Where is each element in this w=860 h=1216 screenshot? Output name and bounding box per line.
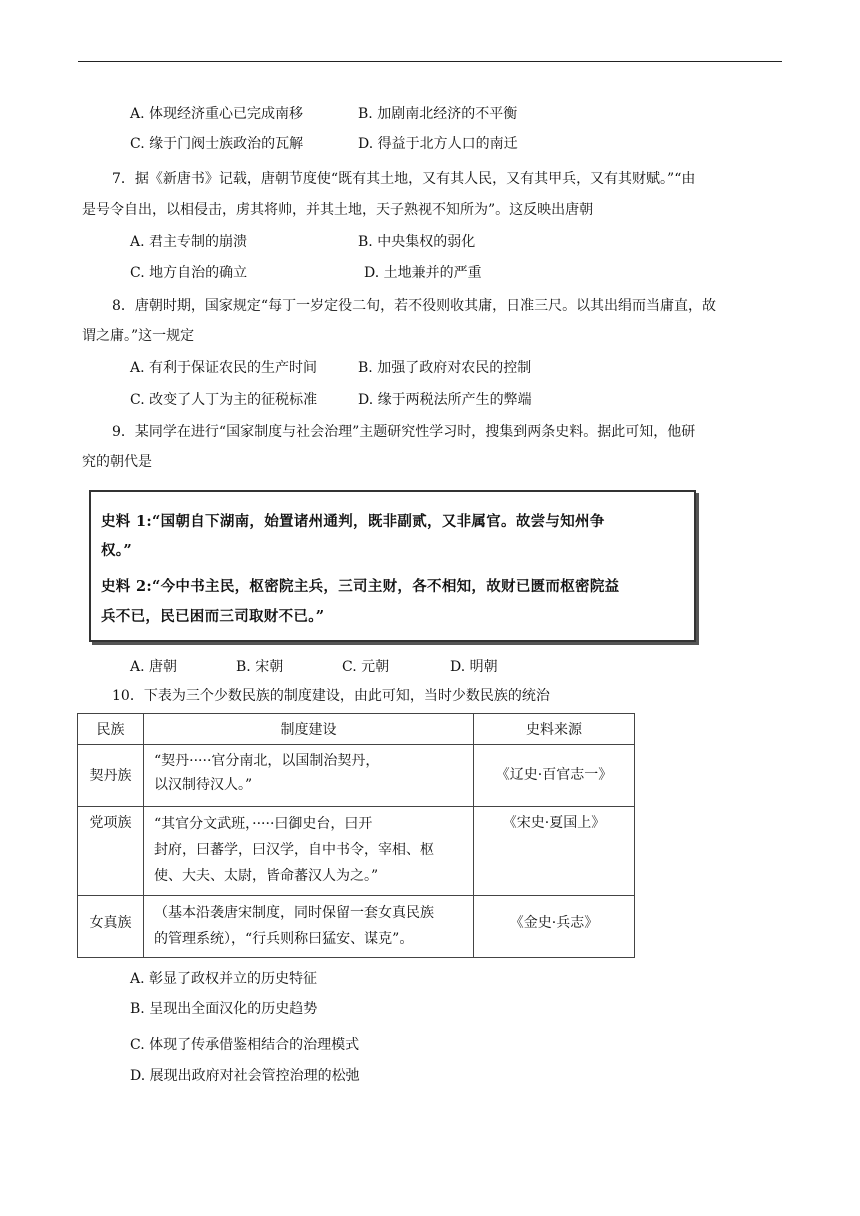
header-rule	[78, 61, 782, 62]
system-cell	[144, 896, 473, 952]
q9-option-b[interactable]: B. 宋朝	[236, 659, 284, 675]
nation-cell: 女真族	[89, 915, 132, 931]
q10-option-b[interactable]: B. 呈现出全面汉化的历史趋势	[130, 1001, 318, 1017]
table-row	[78, 896, 635, 958]
source-cell: 《金史·兵志》	[509, 915, 599, 931]
historical-source-box	[89, 490, 696, 642]
q7-stem-line1: 7．据《新唐书》记载，唐朝节度使“既有其土地，又有其人民，又有其甲兵，又有其财赋。”“由	[112, 171, 696, 187]
system-line: “其官分文武班，·····曰御史台，曰开	[154, 816, 373, 832]
source-cell: 《宋史·夏国上》	[502, 815, 606, 831]
q9-stem-line2: 究的朝代是	[82, 454, 152, 470]
nation-cell: 党项族	[89, 815, 132, 831]
q8-option-d[interactable]: D. 缘于两税法所产生的弊端	[358, 392, 532, 408]
q7-option-a[interactable]: A. 君主专制的崩溃	[130, 234, 248, 250]
q9-option-a[interactable]: A. 唐朝	[130, 659, 178, 675]
q6-option-d[interactable]: D. 得益于北方人口的南迁	[358, 136, 518, 152]
q9-option-d[interactable]: D. 明朝	[450, 659, 498, 675]
system-line: “契丹·····官分南北，以国制治契丹，	[154, 753, 380, 769]
q6-option-b[interactable]: B. 加剧南北经济的不平衡	[358, 106, 518, 122]
system-line: 封府，曰蕃学，曰汉学，自中书令，宰相、枢	[154, 842, 434, 858]
q6-option-c[interactable]: C. 缘于门阀士族政治的瓦解	[130, 136, 304, 152]
nations-system-table	[77, 713, 635, 958]
q6-option-a[interactable]: A. 体现经济重心已完成南移	[130, 106, 304, 122]
q7-option-d[interactable]: D. 土地兼并的严重	[364, 265, 482, 281]
system-line: （基本沿袭唐宋制度，同时保留一套女真民族	[154, 905, 434, 921]
q7-stem-line2: 是号令自出，以相侵击，虏其将帅，并其土地，天子熟视不知所为”。这反映出唐朝	[82, 202, 594, 218]
system-line: 的管理系统），“行兵则称曰猛安、谋克”。	[154, 931, 414, 947]
source-1-line1: 史料 1:“国朝自下湖南，始置诸州通判，既非副贰，又非属官。故尝与知州争	[101, 513, 605, 530]
system-cell	[144, 807, 473, 889]
q8-option-c[interactable]: C. 改变了人丁为主的征税标准	[130, 392, 318, 408]
q10-option-c[interactable]: C. 体现了传承借鉴相结合的治理模式	[130, 1037, 360, 1053]
q8-option-a[interactable]: A. 有利于保证农民的生产时间	[130, 360, 318, 376]
q9-option-c[interactable]: C. 元朝	[342, 659, 390, 675]
header-nation: 民族	[96, 722, 125, 738]
q10-option-a[interactable]: A. 彰显了政权并立的历史特征	[130, 971, 318, 987]
table-row	[78, 807, 635, 896]
q8-option-b[interactable]: B. 加强了政府对农民的控制	[358, 360, 532, 376]
q10-stem: 10．下表为三个少数民族的制度建设，由此可知，当时少数民族的统治	[112, 688, 550, 704]
source-1-line2: 权。”	[101, 542, 132, 559]
q8-stem-line1: 8．唐朝时期，国家规定“每丁一岁定役二旬，若不役则收其庸，日准三尺。以其出绢而当庸直，故	[112, 298, 717, 314]
source-2-line1: 史料 2:“今中书主民，枢密院主兵，三司主财，各不相知，故财已匮而枢密院益	[101, 578, 620, 595]
q9-stem-line1: 9．某同学在进行“国家制度与社会治理”主题研究性学习时，搜集到两条史料。据此可知，他研	[112, 424, 696, 440]
q10-option-d[interactable]: D. 展现出政府对社会管控治理的松弛	[130, 1068, 360, 1084]
system-cell	[144, 745, 473, 797]
nation-cell: 契丹族	[89, 768, 132, 784]
q7-option-c[interactable]: C. 地方自治的确立	[130, 265, 248, 281]
source-cell: 《辽史·百官志一》	[495, 767, 613, 783]
q8-stem-line2: 谓之庸。”这一规定	[82, 328, 195, 344]
system-line: 以汉制待汉人。”	[154, 777, 253, 793]
system-line: 使、大夫、太尉，皆命蕃汉人为之。”	[154, 868, 379, 884]
header-system: 制度建设	[280, 722, 337, 738]
header-source: 史料来源	[526, 722, 582, 738]
source-2-line2: 兵不已，民已困而三司取财不已。”	[101, 608, 325, 625]
table-row	[78, 745, 635, 807]
q7-option-b[interactable]: B. 中央集权的弱化	[358, 234, 476, 250]
table-header-row	[78, 714, 635, 745]
